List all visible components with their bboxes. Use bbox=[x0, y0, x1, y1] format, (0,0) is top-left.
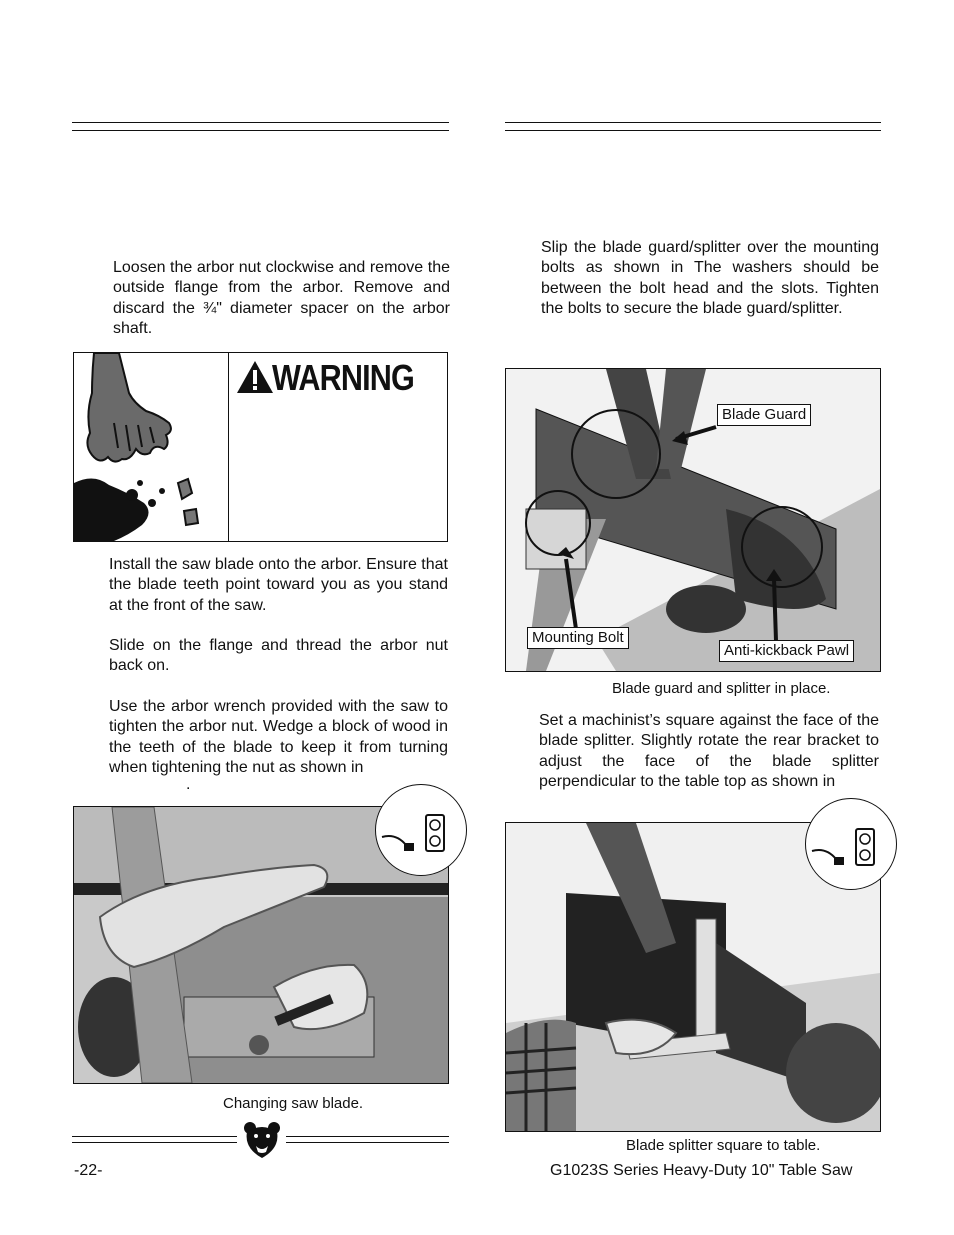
warning-triangle-icon bbox=[235, 359, 275, 395]
hand-in-blade-icon bbox=[74, 353, 224, 541]
right-header-rule-2 bbox=[505, 130, 881, 131]
footer-rule-2b bbox=[286, 1142, 449, 1143]
footer-title: G1023S Series Heavy-Duty 10" Table Saw bbox=[550, 1162, 853, 1179]
right-figure-caption-2: Blade splitter square to table. bbox=[626, 1137, 821, 1154]
left-header-rule-1 bbox=[72, 122, 449, 123]
footer-rule-1a bbox=[72, 1136, 237, 1137]
bear-logo-icon bbox=[242, 1120, 282, 1160]
right-figure-caption-1: Blade guard and splitter in place. bbox=[612, 680, 831, 697]
left-paragraph-4-tail: . bbox=[186, 776, 191, 793]
left-paragraph-4: Use the arbor wrench provided with the saw to tighten the arbor nut. Wedge a block of wood in the teeth of the blade to keep it from turning when tightening the nut as shown in bbox=[109, 698, 448, 776]
figure-blade-guard bbox=[505, 368, 881, 672]
page-number: -22- bbox=[74, 1162, 103, 1179]
right-paragraph-2: Set a machinist’s square against the face of the blade splitter. Slightly rotate the rear bracket to adjust the face of the blade splitter perpendicular to the table top as shown in bbox=[539, 712, 879, 790]
warning-divider bbox=[228, 353, 229, 542]
right-paragraph-1: Slip the blade guard/splitter over the mounting bolts as shown in The washers should be between the bolt head and the slots. Tighten the bolts to secure the blade guard/splitter. bbox=[541, 239, 879, 317]
blade-guard-photo bbox=[506, 369, 880, 671]
footer-rule-1b bbox=[72, 1142, 237, 1143]
left-paragraph-2: Install the saw blade onto the arbor. Ensure that the blade teeth point toward you as you stand at the front of the saw. bbox=[109, 556, 448, 614]
footer-rule-2a bbox=[286, 1136, 449, 1137]
label-blade-guard: Blade Guard bbox=[717, 404, 811, 426]
warning-box bbox=[73, 352, 448, 542]
power-unplugged-icon-2 bbox=[805, 798, 897, 890]
warning-title: WARNING bbox=[272, 357, 414, 398]
left-figure-caption: Changing saw blade. bbox=[223, 1095, 364, 1112]
left-header-rule-2 bbox=[72, 130, 449, 131]
left-paragraph-3: Slide on the flange and thread the arbor nut back on. bbox=[109, 637, 448, 675]
label-anti-kickback-pawl: Anti-kickback Pawl bbox=[719, 640, 854, 662]
left-paragraph-1: Loosen the arbor nut clockwise and remove the outside flange from the arbor. Remove and discard the ¾" diameter spacer on the arbor shaft. bbox=[113, 259, 450, 337]
label-mounting-bolt: Mounting Bolt bbox=[527, 627, 629, 649]
power-unplugged-icon bbox=[375, 784, 467, 876]
right-header-rule-1 bbox=[505, 122, 881, 123]
